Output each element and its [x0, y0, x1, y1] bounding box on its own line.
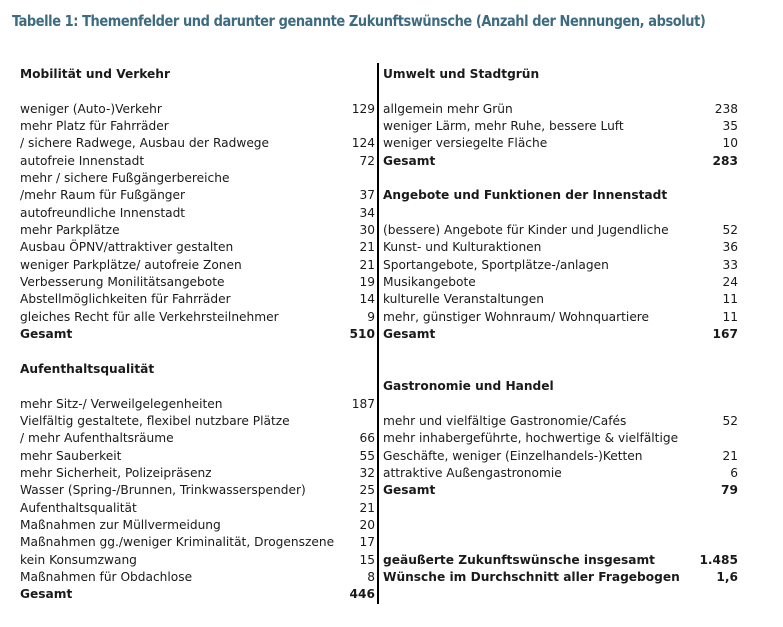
table-row	[20, 552, 375, 569]
left-column	[20, 66, 375, 604]
table-row	[20, 448, 375, 465]
row-label: mehr Sauberkeit	[20, 448, 122, 463]
table-row	[20, 413, 375, 430]
table-row	[383, 118, 738, 135]
table-row	[20, 135, 375, 152]
row-value: 55	[359, 448, 375, 463]
row-value: 124	[351, 136, 375, 151]
table-row	[20, 517, 375, 534]
table-row	[20, 482, 375, 499]
total-value: 167	[712, 327, 738, 342]
section-heading-label: Angebote und Funktionen der Innenstadt	[383, 188, 668, 203]
row-value: 34	[359, 205, 375, 220]
row-value: 238	[714, 101, 738, 116]
row-value: 9	[367, 309, 375, 324]
summary-row-average	[383, 569, 738, 586]
table-row	[20, 205, 375, 222]
row-value: 21	[359, 500, 375, 515]
row-label: autofreundliche Innenstadt	[20, 205, 186, 220]
table-row	[20, 257, 375, 274]
total-row	[20, 326, 375, 343]
summary-label: Wünsche im Durchschnitt aller Fragebogen	[383, 569, 680, 584]
table-row	[20, 569, 375, 586]
table-row	[383, 413, 738, 430]
row-label: weniger Parkplätze/ autofreie Zonen	[20, 257, 242, 272]
row-label: Aufenthaltsqualität	[20, 500, 137, 515]
row-value: 21	[359, 240, 375, 255]
table-row	[20, 465, 375, 482]
row-value: 33	[722, 257, 738, 272]
row-value: 187	[351, 396, 375, 411]
table-row	[383, 465, 738, 482]
row-label: attraktive Außengastronomie	[383, 465, 562, 480]
row-label: Kunst- und Kulturaktionen	[383, 240, 542, 255]
row-value: 21	[359, 257, 375, 272]
row-value: 30	[359, 223, 375, 238]
total-label: Gesamt	[383, 153, 436, 168]
section-heading	[383, 378, 738, 395]
section-heading-label: Mobilität und Verkehr	[20, 67, 170, 81]
row-label: weniger versiegelte Fläche	[383, 136, 548, 151]
row-value: 25	[359, 483, 375, 498]
row-value: 35	[722, 119, 738, 134]
table-row	[20, 291, 375, 308]
total-value: 283	[712, 153, 738, 168]
row-value: 15	[359, 552, 375, 567]
spacer	[383, 361, 738, 378]
row-value: 52	[722, 223, 738, 238]
row-label: kulturelle Veranstaltungen	[383, 292, 544, 307]
row-label: Verbesserung Monilitätsangebote	[20, 275, 225, 290]
spacer	[383, 83, 738, 100]
column-divider	[377, 63, 379, 604]
total-value: 446	[349, 587, 375, 602]
row-value	[335, 118, 375, 135]
spacer	[20, 83, 375, 100]
row-value	[335, 413, 375, 430]
row-label: mehr Platz für Fahrräder	[20, 119, 169, 134]
total-row	[20, 586, 375, 603]
row-value	[335, 170, 375, 187]
table-row	[20, 170, 375, 187]
table-row	[20, 239, 375, 256]
row-value: 17	[359, 535, 375, 550]
row-label: /mehr Raum für Fußgänger	[20, 188, 186, 203]
row-label: mehr inhabergeführte, hochwertige & vielfältige	[383, 431, 679, 446]
row-value: 6	[730, 465, 738, 480]
section-heading	[20, 361, 375, 378]
row-label: / sichere Radwege, Ausbau der Radwege	[20, 136, 270, 151]
total-value: 510	[349, 327, 375, 342]
row-label: Musikangebote	[383, 275, 476, 290]
table-row	[20, 396, 375, 413]
section-heading-label: Aufenthaltsqualität	[20, 361, 155, 376]
spacer	[383, 534, 738, 551]
row-label: (bessere) Angebote für Kinder und Jugendliche	[383, 223, 669, 238]
table-row	[20, 309, 375, 326]
row-value: 14	[359, 292, 375, 307]
row-value: 72	[359, 153, 375, 168]
section-heading	[383, 66, 738, 83]
row-value: 37	[359, 188, 375, 203]
total-row	[383, 326, 738, 343]
table-row	[383, 101, 738, 118]
table-row	[20, 101, 375, 118]
spacer	[383, 344, 738, 361]
row-label: gleiches Recht für alle Verkehrsteilnehmer	[20, 309, 279, 324]
row-label: mehr und vielfältige Gastronomie/Cafés	[383, 413, 627, 428]
section-heading	[383, 187, 738, 204]
row-label: mehr Parkplätze	[20, 223, 120, 238]
row-label: Maßnahmen für Obdachlose	[20, 569, 193, 584]
table-row	[383, 222, 738, 239]
row-label: autofreie Innenstadt	[20, 153, 145, 168]
row-value: 129	[351, 101, 375, 116]
row-label: Vielfältig gestaltete, flexibel nutzbare Plätze	[20, 413, 290, 428]
row-value: 21	[722, 448, 738, 463]
row-value: 11	[722, 309, 738, 324]
table-row	[20, 153, 375, 170]
row-label: allgemein mehr Grün	[383, 101, 513, 116]
spacer	[383, 500, 738, 517]
row-label: weniger (Auto-)Verkehr	[20, 101, 162, 116]
spacer	[383, 517, 738, 534]
row-label: mehr, günstiger Wohnraum/ Wohnquartiere	[383, 309, 650, 324]
row-label: kein Konsumzwang	[20, 552, 137, 567]
summary-label: geäußerte Zukunftswünsche insgesamt	[383, 552, 655, 567]
total-label: Gesamt	[20, 587, 73, 602]
total-label: Gesamt	[383, 327, 436, 342]
spacer	[383, 170, 738, 187]
summary-value: 1.485	[699, 552, 738, 567]
summary-value: 1,6	[716, 569, 738, 584]
table-row	[20, 187, 375, 204]
total-value: 79	[721, 483, 738, 498]
row-label: Maßnahmen gg./weniger Kriminalität, Drogenszene	[20, 535, 335, 550]
right-column	[383, 66, 738, 586]
row-label: Sportangebote, Sportplätze-/anlagen	[383, 257, 609, 272]
row-value: 52	[722, 413, 738, 428]
spacer	[20, 344, 375, 361]
row-value: 20	[359, 517, 375, 532]
row-label: Maßnahmen zur Müllvermeidung	[20, 517, 221, 532]
table-row	[383, 430, 738, 447]
row-value: 24	[722, 275, 738, 290]
row-value: 19	[359, 275, 375, 290]
section-heading	[20, 66, 375, 83]
spacer	[383, 205, 738, 222]
row-value: 10	[722, 136, 738, 151]
table-row	[383, 239, 738, 256]
table-row	[383, 309, 738, 326]
summary-row-total-wishes	[383, 552, 738, 569]
row-value: 36	[722, 240, 738, 255]
row-value: 66	[359, 431, 375, 446]
spacer	[383, 396, 738, 413]
table-row	[20, 500, 375, 517]
spacer	[20, 378, 375, 395]
row-label: Abstellmöglichkeiten für Fahrräder	[20, 292, 231, 307]
total-label: Gesamt	[20, 327, 73, 342]
table-title: Tabelle 1: Themenfelder und darunter genannte Zukunftswünsche (Anzahl der Nennungen, absolut)	[12, 12, 706, 30]
row-label: mehr Sicherheit, Polizeipräsenz	[20, 465, 212, 480]
row-value: 32	[359, 465, 375, 480]
total-label: Gesamt	[383, 483, 436, 498]
table-row	[383, 135, 738, 152]
row-label: Wasser (Spring-/Brunnen, Trinkwasserspender)	[20, 483, 306, 498]
row-label: mehr / sichere Fußgängerbereiche	[20, 171, 230, 186]
row-label: weniger Lärm, mehr Ruhe, bessere Luft	[383, 119, 624, 134]
table-row	[383, 257, 738, 274]
row-value: 8	[367, 569, 375, 584]
row-label: Ausbau ÖPNV/attraktiver gestalten	[20, 240, 234, 255]
table-row	[20, 222, 375, 239]
table-row	[383, 448, 738, 465]
table-row	[20, 534, 375, 551]
row-label: Geschäfte, weniger (Einzelhandels-)Ketten	[383, 448, 643, 463]
row-value	[698, 430, 738, 447]
table-row	[20, 430, 375, 447]
table-row	[383, 274, 738, 291]
row-label: mehr Sitz-/ Verweilgelegenheiten	[20, 396, 223, 411]
row-value: 11	[722, 292, 738, 307]
row-label: / mehr Aufenthaltsräume	[20, 431, 174, 446]
table-row	[20, 118, 375, 135]
total-row	[383, 482, 738, 499]
section-heading-label: Umwelt und Stadtgrün	[383, 67, 540, 81]
table-row	[20, 274, 375, 291]
section-heading-label: Gastronomie und Handel	[383, 379, 554, 394]
table-row	[383, 291, 738, 308]
total-row	[383, 153, 738, 170]
